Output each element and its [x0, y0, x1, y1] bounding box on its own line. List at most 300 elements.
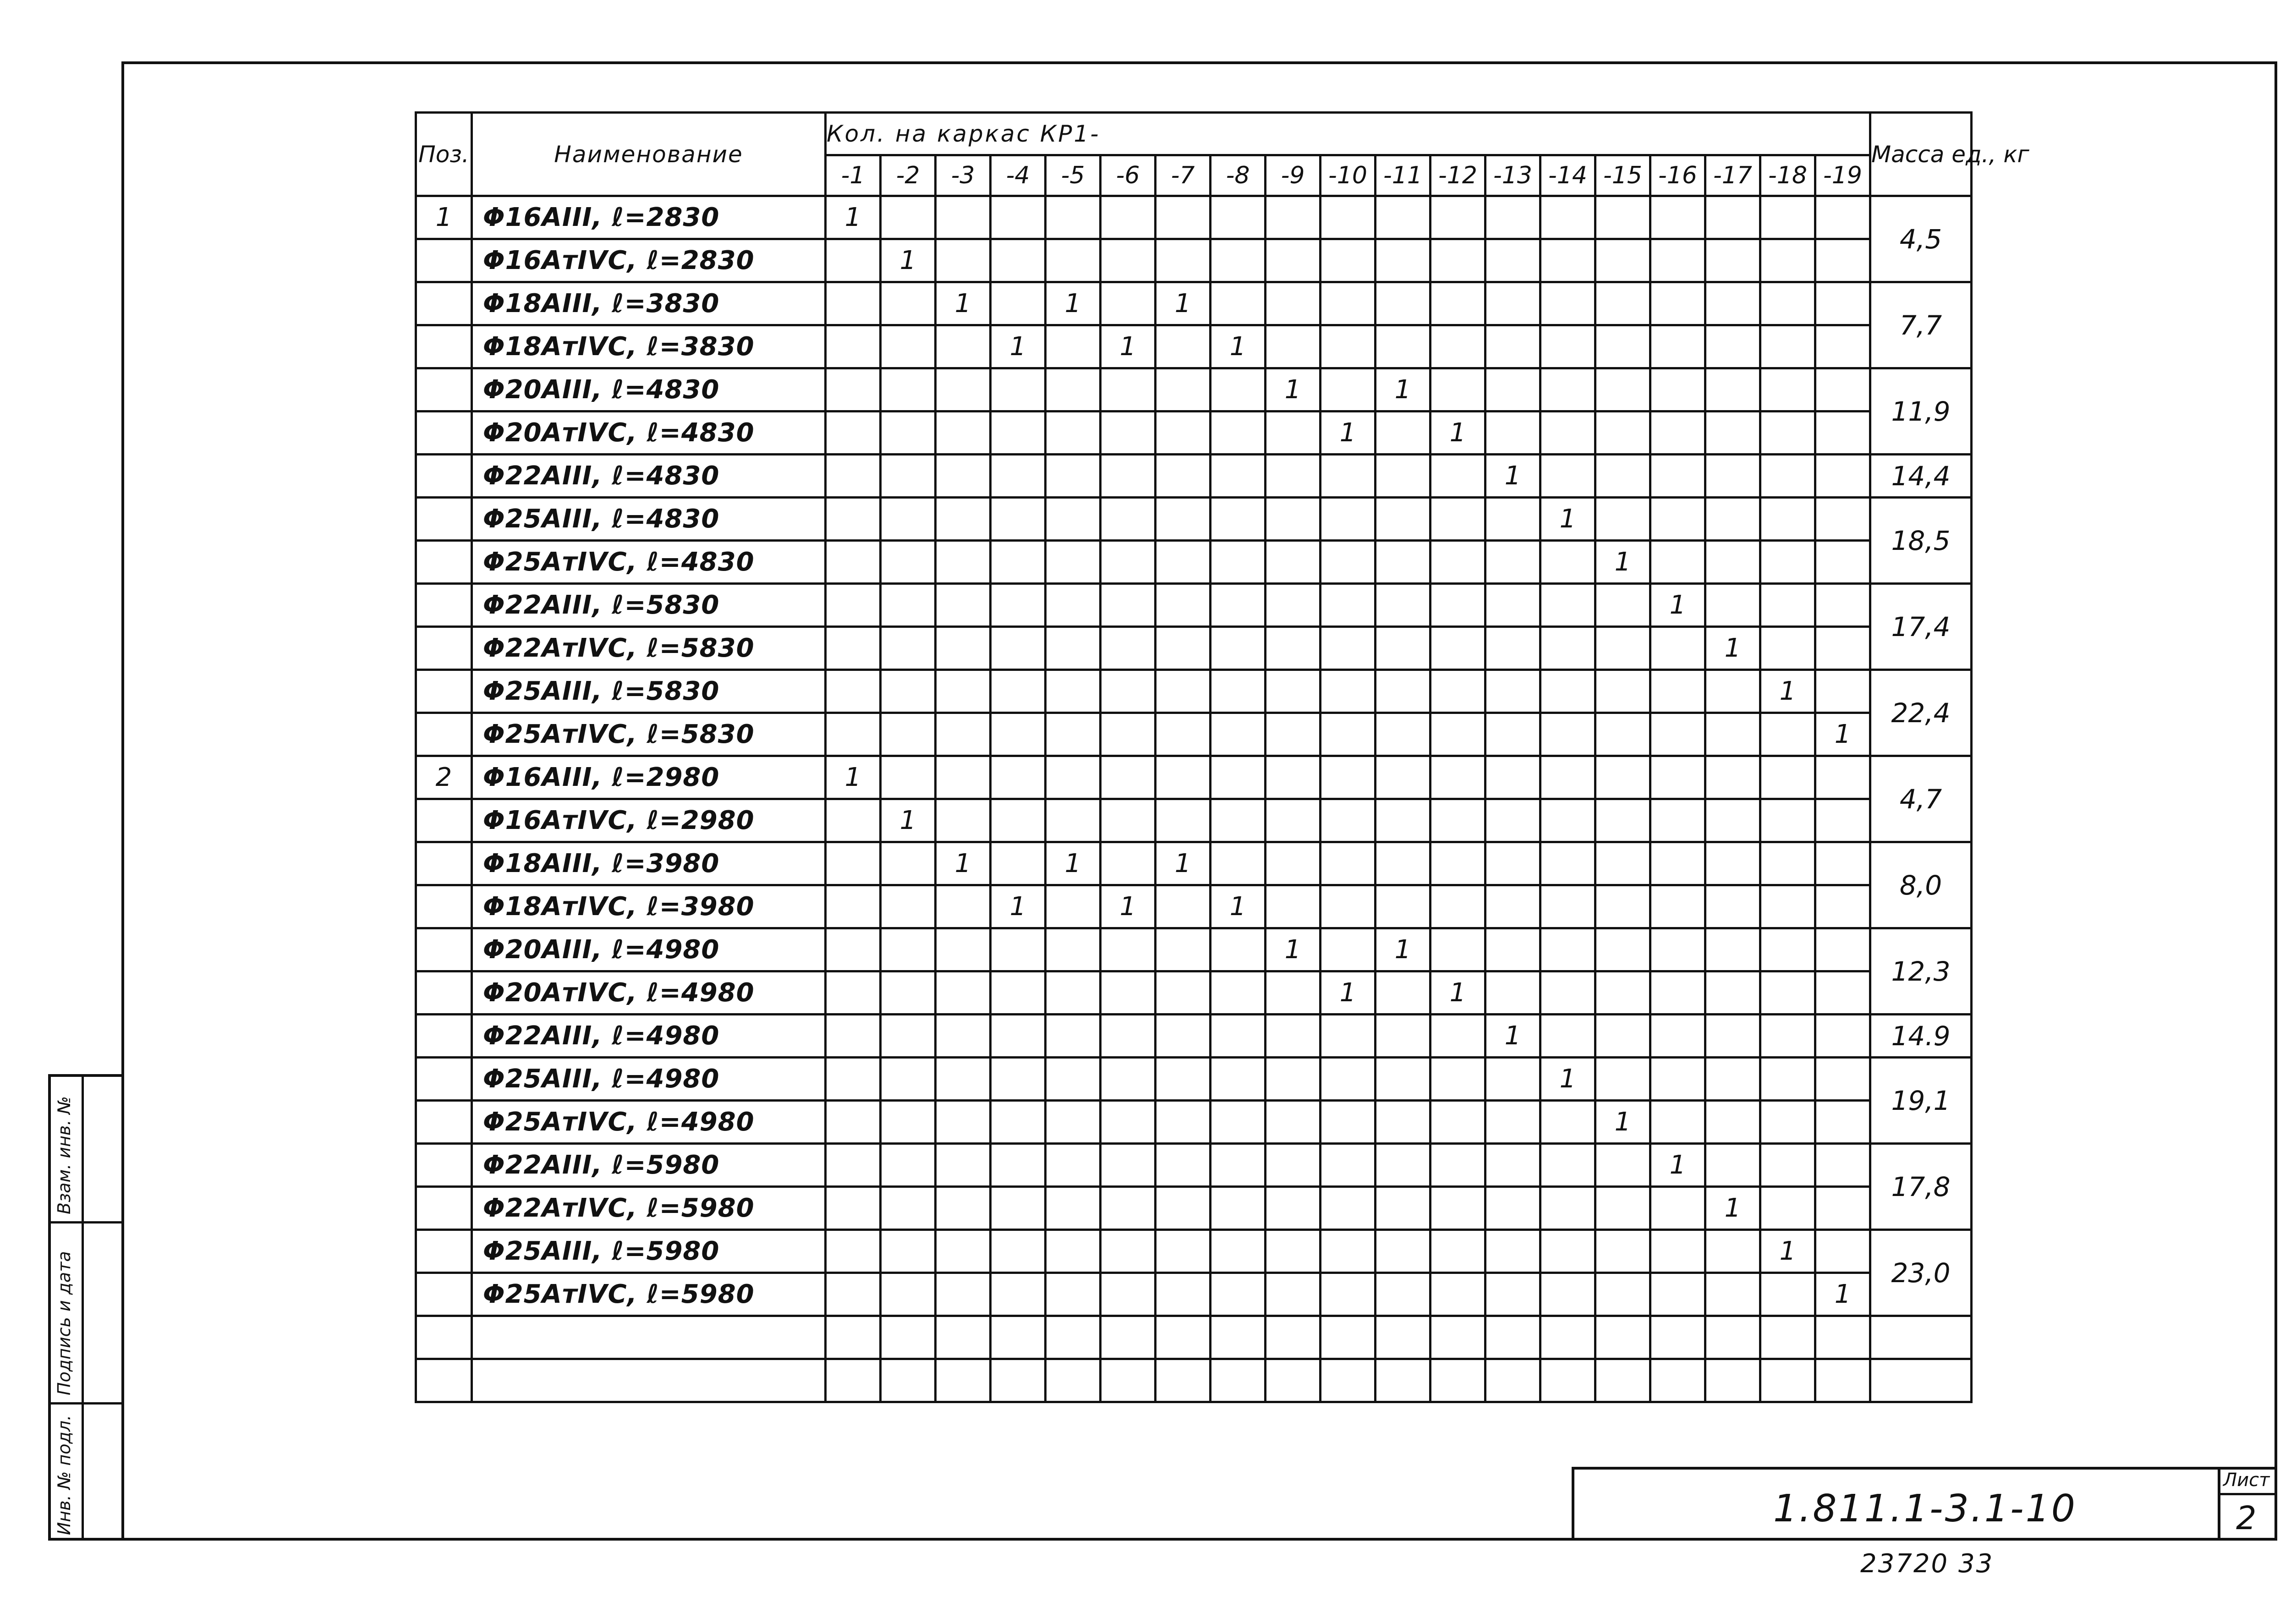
qty-cell: 1: [1540, 498, 1595, 541]
qty-cell: [1760, 1058, 1815, 1101]
qty-cell: [1595, 584, 1650, 627]
qty-cell: [1431, 1316, 1485, 1359]
qty-cell: [991, 455, 1046, 498]
qty-cell: 1: [1321, 411, 1376, 455]
qty-cell: [1266, 282, 1321, 325]
qty-cell: [1101, 1316, 1156, 1359]
qty-cell: [1540, 368, 1595, 411]
qty-cell: [826, 498, 881, 541]
qty-cell: [1266, 1230, 1321, 1273]
variant-header-cell: -11: [1376, 155, 1431, 196]
qty-cell: [1156, 325, 1211, 368]
qty-cell: [881, 498, 936, 541]
item-name-cell: Φ20AтIVC, ℓ=4980: [472, 971, 826, 1015]
qty-cell: [1431, 541, 1485, 584]
qty-cell: [881, 1230, 936, 1273]
qty-cell: [1540, 1187, 1595, 1230]
qty-cell: [1485, 928, 1540, 971]
qty-cell: [936, 756, 991, 799]
qty-cell: [1760, 713, 1815, 756]
qty-cell: 1: [1211, 885, 1266, 928]
table-row: [416, 584, 1972, 627]
variant-header-cell: -13: [1485, 155, 1540, 196]
qty-cell: [1595, 1273, 1650, 1316]
qty-cell: [1815, 799, 1870, 842]
qty-cell: [1705, 928, 1760, 971]
qty-cell: [1376, 842, 1431, 885]
qty-cell: [1650, 455, 1705, 498]
qty-cell: [1595, 842, 1650, 885]
qty-cell: [826, 1273, 881, 1316]
item-name-cell: Φ22AтIVC, ℓ=5980: [472, 1187, 826, 1230]
item-name-cell: Φ22AIII, ℓ=5830: [472, 584, 826, 627]
qty-cell: [1211, 1187, 1266, 1230]
qty-cell: [826, 1316, 881, 1359]
qty-cell: [1376, 1058, 1431, 1101]
qty-cell: [1705, 799, 1760, 842]
qty-cell: [881, 196, 936, 239]
qty-cell: [1266, 971, 1321, 1015]
qty-cell: [991, 1058, 1046, 1101]
qty-cell: [1101, 1273, 1156, 1316]
qty-cell: [1431, 1101, 1485, 1144]
qty-cell: [991, 1144, 1046, 1187]
item-name-cell: Φ20AтIVC, ℓ=4830: [472, 411, 826, 455]
qty-cell: [1485, 1230, 1540, 1273]
qty-cell: [1760, 368, 1815, 411]
qty-cell: [1266, 1187, 1321, 1230]
qty-cell: [1650, 1359, 1705, 1402]
qty-cell: [1485, 411, 1540, 455]
qty-cell: [826, 627, 881, 670]
qty-cell: [1101, 541, 1156, 584]
qty-cell: [1760, 1015, 1815, 1058]
qty-cell: [1211, 670, 1266, 713]
qty-cell: [1266, 411, 1321, 455]
qty-cell: [1540, 842, 1595, 885]
qty-cell: [1046, 1015, 1101, 1058]
qty-cell: [1211, 1144, 1266, 1187]
qty-cell: [1650, 1015, 1705, 1058]
qty-cell: [1540, 670, 1595, 713]
qty-cell: [1705, 670, 1760, 713]
qty-cell: [1705, 1359, 1760, 1402]
qty-cell: [1760, 1273, 1815, 1316]
qty-cell: [1156, 196, 1211, 239]
qty-cell: [1156, 971, 1211, 1015]
qty-cell: [1321, 1144, 1376, 1187]
qty-cell: [1650, 196, 1705, 239]
qty-cell: [1101, 842, 1156, 885]
item-name-cell: Φ22AтIVC, ℓ=5830: [472, 627, 826, 670]
qty-cell: [1705, 455, 1760, 498]
qty-cell: [1705, 196, 1760, 239]
qty-cell: [1211, 842, 1266, 885]
variant-header-cell: -19: [1815, 155, 1870, 196]
position-cell: [416, 368, 472, 411]
qty-cell: [1815, 282, 1870, 325]
qty-cell: [1321, 885, 1376, 928]
qty-cell: 1: [1431, 411, 1485, 455]
qty-cell: 1: [1650, 584, 1705, 627]
qty-cell: [1266, 1015, 1321, 1058]
qty-cell: [936, 239, 991, 282]
qty-cell: [1485, 670, 1540, 713]
qty-cell: [1101, 239, 1156, 282]
item-name-cell: Φ18AтIVC, ℓ=3980: [472, 885, 826, 928]
qty-cell: [991, 928, 1046, 971]
qty-cell: [1650, 627, 1705, 670]
qty-cell: 1: [1156, 842, 1211, 885]
qty-cell: [1431, 1359, 1485, 1402]
item-name-cell: Φ22AIII, ℓ=4830: [472, 455, 826, 498]
qty-cell: [1046, 325, 1101, 368]
qty-cell: [1266, 670, 1321, 713]
position-cell: [416, 411, 472, 455]
item-name-cell: Φ25AтIVC, ℓ=5980: [472, 1273, 826, 1316]
qty-cell: 1: [1266, 368, 1321, 411]
qty-cell: [1650, 971, 1705, 1015]
qty-cell: [1211, 799, 1266, 842]
mass-cell: 11,9: [1870, 368, 1972, 455]
qty-cell: [1760, 971, 1815, 1015]
qty-cell: [1815, 1058, 1870, 1101]
qty-cell: [1156, 627, 1211, 670]
qty-cell: [1321, 1015, 1376, 1058]
qty-cell: [1760, 1359, 1815, 1402]
qty-cell: [1760, 239, 1815, 282]
qty-cell: [1540, 1144, 1595, 1187]
qty-cell: [1431, 1015, 1485, 1058]
qty-cell: [1760, 1316, 1815, 1359]
qty-cell: [1760, 1101, 1815, 1144]
variant-header-cell: -18: [1760, 155, 1815, 196]
qty-cell: [1211, 1273, 1266, 1316]
qty-cell: [1650, 1273, 1705, 1316]
table-row: [416, 1144, 1972, 1187]
qty-cell: [936, 1230, 991, 1273]
qty-cell: [1431, 498, 1485, 541]
position-cell: [416, 713, 472, 756]
qty-cell: [1431, 1058, 1485, 1101]
qty-cell: [1705, 411, 1760, 455]
qty-cell: [1266, 885, 1321, 928]
qty-cell: [1156, 1273, 1211, 1316]
qty-cell: [1815, 368, 1870, 411]
item-name-cell: Φ25AтIVC, ℓ=5830: [472, 713, 826, 756]
qty-cell: [1156, 239, 1211, 282]
qty-cell: [1705, 368, 1760, 411]
qty-cell: [1705, 1015, 1760, 1058]
qty-cell: [1211, 455, 1266, 498]
qty-cell: [1376, 1230, 1431, 1273]
qty-cell: [1431, 455, 1485, 498]
table-row: [416, 1015, 1972, 1058]
qty-cell: [1485, 971, 1540, 1015]
qty-cell: [1211, 541, 1266, 584]
qty-cell: [1101, 411, 1156, 455]
footer-note: 23720 33: [1860, 1549, 1994, 1579]
qty-cell: 1: [1485, 1015, 1540, 1058]
table-row: [416, 1230, 1972, 1273]
qty-cell: [1815, 1230, 1870, 1273]
mass-cell: 12,3: [1870, 928, 1972, 1015]
qty-cell: [1156, 799, 1211, 842]
qty-cell: [826, 1015, 881, 1058]
qty-cell: 1: [1431, 971, 1485, 1015]
table-row: [416, 971, 1972, 1015]
qty-cell: 1: [1705, 1187, 1760, 1230]
qty-cell: [1156, 1015, 1211, 1058]
qty-cell: [1156, 885, 1211, 928]
position-cell: [416, 541, 472, 584]
position-cell: [416, 885, 472, 928]
item-name-cell: Φ22AIII, ℓ=4980: [472, 1015, 826, 1058]
qty-cell: [1211, 713, 1266, 756]
qty-cell: [1815, 239, 1870, 282]
qty-cell: [936, 325, 991, 368]
qty-cell: [1376, 670, 1431, 713]
qty-cell: [1266, 799, 1321, 842]
qty-cell: [1595, 1144, 1650, 1187]
qty-cell: [1595, 455, 1650, 498]
qty-cell: [1101, 1015, 1156, 1058]
item-name-cell: Φ16AIII, ℓ=2830: [472, 196, 826, 239]
qty-cell: [1540, 885, 1595, 928]
qty-cell: [1815, 541, 1870, 584]
qty-cell: [1046, 455, 1101, 498]
qty-cell: [1376, 584, 1431, 627]
qty-cell: [1266, 239, 1321, 282]
qty-cell: [1815, 885, 1870, 928]
qty-cell: [1156, 1144, 1211, 1187]
position-cell: [416, 1015, 472, 1058]
qty-cell: [1046, 1144, 1101, 1187]
qty-cell: [1101, 1230, 1156, 1273]
qty-cell: [1815, 1316, 1870, 1359]
qty-cell: [1485, 239, 1540, 282]
qty-cell: [1705, 239, 1760, 282]
qty-cell: [936, 1101, 991, 1144]
qty-cell: [1101, 455, 1156, 498]
qty-cell: [1266, 756, 1321, 799]
position-cell: [416, 239, 472, 282]
qty-cell: [991, 584, 1046, 627]
qty-cell: [1266, 584, 1321, 627]
table-row: [416, 885, 1972, 928]
table-row: [416, 325, 1972, 368]
qty-cell: [1650, 498, 1705, 541]
qty-cell: [1650, 1101, 1705, 1144]
position-cell: [416, 1359, 472, 1402]
qty-cell: [1595, 971, 1650, 1015]
qty-cell: [1595, 1015, 1650, 1058]
qty-cell: 1: [936, 842, 991, 885]
qty-cell: [1705, 756, 1760, 799]
variant-header-cell: -9: [1266, 155, 1321, 196]
qty-cell: [1540, 713, 1595, 756]
qty-cell: [1101, 627, 1156, 670]
qty-cell: [1650, 541, 1705, 584]
qty-cell: [1595, 799, 1650, 842]
header-mass: Масса ед., кг: [1870, 113, 1972, 196]
qty-cell: [1376, 282, 1431, 325]
qty-cell: [1431, 1144, 1485, 1187]
document-code: 1.811.1-3.1-10: [1773, 1487, 2077, 1531]
variant-header-cell: -4: [991, 155, 1046, 196]
qty-cell: [1650, 885, 1705, 928]
header-pos: Поз.: [416, 113, 472, 196]
qty-cell: [1156, 455, 1211, 498]
qty-cell: [881, 584, 936, 627]
header-name: Наименование: [472, 113, 826, 196]
qty-cell: [936, 627, 991, 670]
qty-cell: [1156, 541, 1211, 584]
qty-cell: [1485, 196, 1540, 239]
table-row: [416, 799, 1972, 842]
variant-header-cell: -8: [1211, 155, 1266, 196]
qty-cell: [991, 627, 1046, 670]
table-row: [416, 196, 1972, 239]
qty-cell: [991, 1187, 1046, 1230]
qty-cell: [1046, 670, 1101, 713]
mass-cell: 18,5: [1870, 498, 1972, 584]
qty-cell: [1431, 196, 1485, 239]
qty-cell: [881, 325, 936, 368]
qty-cell: [1595, 885, 1650, 928]
position-cell: [416, 1230, 472, 1273]
qty-cell: [1431, 670, 1485, 713]
qty-cell: [1650, 1187, 1705, 1230]
qty-cell: [1705, 498, 1760, 541]
table-row: [416, 1359, 1972, 1402]
side-stamp-replace: Взам. инв. №: [54, 1096, 74, 1214]
position-cell: [416, 282, 472, 325]
qty-cell: 1: [1760, 670, 1815, 713]
qty-cell: [991, 713, 1046, 756]
qty-cell: [1815, 842, 1870, 885]
table-row: [416, 842, 1972, 885]
qty-cell: [991, 239, 1046, 282]
qty-cell: [826, 1144, 881, 1187]
qty-cell: [1431, 713, 1485, 756]
qty-cell: [1211, 928, 1266, 971]
qty-cell: [936, 1359, 991, 1402]
qty-cell: [1321, 325, 1376, 368]
position-cell: [416, 1187, 472, 1230]
qty-cell: [1595, 1187, 1650, 1230]
variant-header-cell: -6: [1101, 155, 1156, 196]
table-row: [416, 713, 1972, 756]
qty-cell: [1046, 928, 1101, 971]
table-row: [416, 368, 1972, 411]
qty-cell: [1266, 1359, 1321, 1402]
sheet-label: Лист: [2223, 1470, 2270, 1491]
qty-cell: [1431, 842, 1485, 885]
qty-cell: [1101, 498, 1156, 541]
qty-cell: [1046, 971, 1101, 1015]
qty-cell: [1595, 1230, 1650, 1273]
qty-cell: [1376, 1316, 1431, 1359]
qty-cell: [1046, 713, 1101, 756]
qty-cell: [1760, 282, 1815, 325]
qty-cell: [1321, 239, 1376, 282]
qty-cell: [881, 541, 936, 584]
mass-cell: 22,4: [1870, 670, 1972, 756]
qty-cell: [1595, 368, 1650, 411]
mass-cell: 14,4: [1870, 455, 1972, 498]
qty-cell: [1266, 1316, 1321, 1359]
qty-cell: [1101, 1144, 1156, 1187]
qty-cell: [1815, 1359, 1870, 1402]
qty-cell: [1705, 885, 1760, 928]
qty-cell: [1156, 1316, 1211, 1359]
side-stamp-sign: Подпись и дата: [54, 1251, 74, 1395]
qty-cell: [1815, 670, 1870, 713]
qty-cell: [1650, 1316, 1705, 1359]
qty-cell: [1705, 282, 1760, 325]
qty-cell: [1211, 368, 1266, 411]
qty-cell: [1595, 1058, 1650, 1101]
qty-cell: [1376, 756, 1431, 799]
position-cell: [416, 1144, 472, 1187]
qty-cell: [1321, 928, 1376, 971]
qty-cell: [1760, 455, 1815, 498]
qty-cell: [991, 670, 1046, 713]
qty-cell: [1485, 1144, 1540, 1187]
qty-cell: [1815, 584, 1870, 627]
qty-cell: [1266, 1144, 1321, 1187]
qty-cell: [1321, 196, 1376, 239]
qty-cell: [1046, 799, 1101, 842]
qty-cell: [1376, 1359, 1431, 1402]
qty-cell: [1376, 541, 1431, 584]
qty-cell: [1156, 584, 1211, 627]
qty-cell: [1540, 282, 1595, 325]
item-name-cell: Φ25AIII, ℓ=4830: [472, 498, 826, 541]
variant-header-cell: -12: [1431, 155, 1485, 196]
item-name-cell: Φ25AтIVC, ℓ=4830: [472, 541, 826, 584]
qty-cell: [1046, 1273, 1101, 1316]
sheet-number: 2: [2236, 1499, 2257, 1537]
mass-cell: 23,0: [1870, 1230, 1972, 1316]
qty-cell: [1376, 1187, 1431, 1230]
qty-cell: [936, 971, 991, 1015]
qty-cell: [1760, 498, 1815, 541]
qty-cell: [1211, 196, 1266, 239]
qty-cell: [1485, 584, 1540, 627]
item-name-cell: Φ16AтIVC, ℓ=2830: [472, 239, 826, 282]
qty-cell: [826, 1187, 881, 1230]
qty-cell: [1101, 368, 1156, 411]
qty-cell: [1376, 1015, 1431, 1058]
qty-cell: [1211, 1058, 1266, 1101]
qty-cell: [1705, 1316, 1760, 1359]
qty-cell: [1376, 239, 1431, 282]
item-name-cell: Φ25AIII, ℓ=5980: [472, 1230, 826, 1273]
qty-cell: [991, 1230, 1046, 1273]
qty-cell: 1: [1046, 842, 1101, 885]
qty-cell: [991, 799, 1046, 842]
qty-cell: [1540, 1101, 1595, 1144]
position-cell: [416, 971, 472, 1015]
qty-cell: [1595, 1359, 1650, 1402]
qty-cell: [1101, 1101, 1156, 1144]
qty-cell: [1046, 1316, 1101, 1359]
qty-cell: 1: [1595, 541, 1650, 584]
qty-cell: [881, 885, 936, 928]
qty-cell: [1540, 325, 1595, 368]
